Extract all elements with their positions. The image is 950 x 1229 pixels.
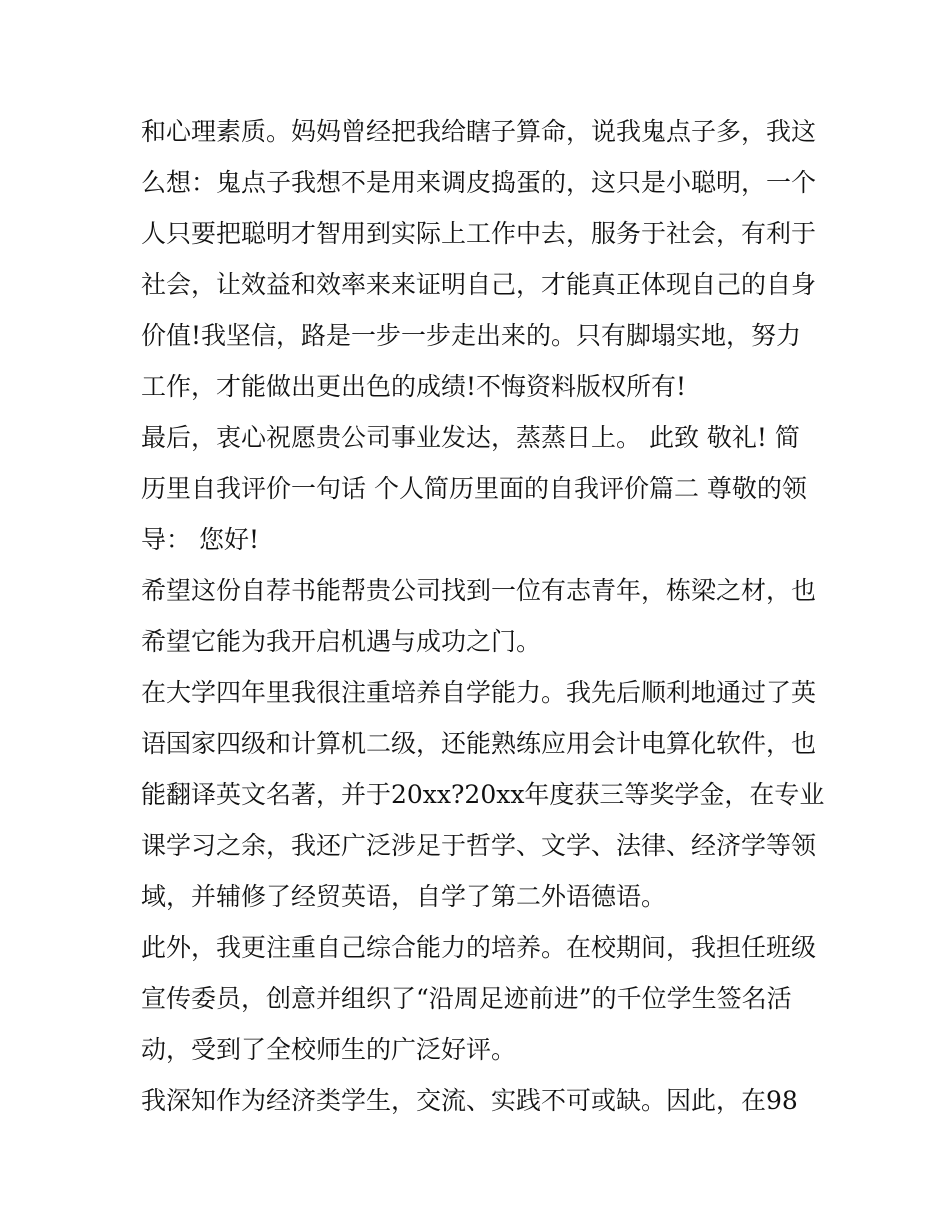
text-line-11: 希望它能为我开启机遇与成功之门。 (141, 627, 542, 656)
text-line-15: 课学习之余，我还广泛涉足于哲学、文学、法律、经济学等领 (141, 831, 817, 860)
text-line-6: 工作，才能做出更出色的成绩!不悔资料版权所有! (141, 372, 687, 401)
text-line-14: 能翻译英文名著，并于20xx?20xx年度获三等奖学金，在专业 (141, 780, 825, 809)
text-line-5: 价值!我坚信，路是一步一步走出来的。只有脚塌实地，努力 (141, 321, 802, 350)
text-line-7: 最后，衷心祝愿贵公司事业发达，蒸蒸日上。 此致 敬礼! 简 (141, 423, 800, 452)
text-line-10: 希望这份自荐书能帮贵公司找到一位有志青年，栋梁之材，也 (141, 576, 817, 605)
text-line-13: 语国家四级和计算机二级，还能熟练应用会计电算化软件，也 (141, 729, 817, 758)
text-line-2: 么想：鬼点子我想不是用来调皮捣蛋的，这只是小聪明，一个 (141, 168, 817, 197)
text-line-20: 我深知作为经济类学生，交流、实践不可或缺。因此，在98 (141, 1086, 798, 1115)
text-line-1: 和心理素质。妈妈曾经把我给瞎子算命，说我鬼点子多，我这 (141, 117, 817, 146)
text-line-17: 此外，我更注重自己综合能力的培养。在校期间，我担任班级 (141, 933, 817, 962)
text-line-16: 域，并辅修了经贸英语，自学了第二外语德语。 (141, 882, 667, 911)
text-line-19: 动，受到了全校师生的广泛好评。 (141, 1035, 517, 1064)
text-line-9: 导： 您好! (141, 525, 259, 554)
text-line-12: 在大学四年里我很注重培养自学能力。我先后顺利地通过了英 (141, 678, 817, 707)
text-line-18: 宣传委员，创意并组织了“沿周足迹前进”的千位学生签名活 (141, 984, 792, 1013)
text-line-4: 社会，让效益和效率来来证明自己，才能真正体现自己的自身 (141, 270, 817, 299)
text-line-8: 历里自我评价一句话 个人简历里面的自我评价篇二 尊敬的领 (141, 474, 807, 503)
document-body (141, 106, 825, 1126)
text-line-3: 人只要把聪明才智用到实际上工作中去，服务于社会，有利于 (141, 219, 817, 248)
